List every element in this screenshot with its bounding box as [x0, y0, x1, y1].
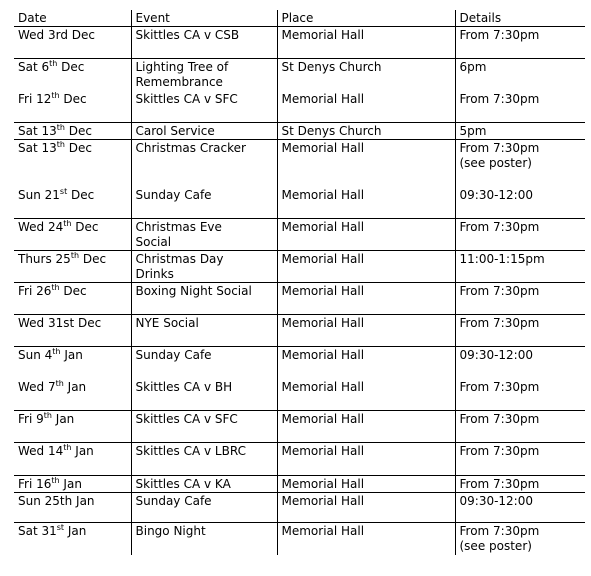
- date-month: Dec: [59, 91, 87, 106]
- details-text: 5pm: [459, 124, 487, 138]
- details-text-line2: (see poster): [459, 156, 532, 170]
- date-suffix: th: [51, 90, 60, 100]
- details-text: From 7:30pm: [459, 444, 540, 458]
- details-text: From 7:30pm: [459, 91, 540, 106]
- date-text: Wed 31st Dec: [18, 316, 102, 330]
- date-month: Jan: [51, 412, 75, 426]
- details-cell: [455, 411, 585, 443]
- date-cell: [14, 123, 131, 140]
- details-text: 11:00-1:15pm: [459, 252, 545, 266]
- date-cell: [14, 59, 131, 91]
- date-suffix: th: [51, 283, 60, 292]
- table-row: [14, 523, 585, 555]
- details-text: 09:30-12:00: [459, 348, 533, 362]
- place-text: Memorial Hall: [281, 379, 365, 394]
- event-text: Bingo Night: [135, 524, 206, 538]
- events-table: [14, 10, 585, 555]
- header-place: Place: [277, 10, 455, 27]
- date-cell: [14, 219, 131, 251]
- place-cell: [277, 59, 455, 91]
- event-cell: [131, 251, 277, 283]
- place-cell: [277, 443, 455, 476]
- details-text: From 7:30pm: [459, 28, 540, 42]
- event-text-line2: Drinks: [135, 267, 174, 281]
- event-text: Skittles CA v SFC: [135, 91, 238, 106]
- event-text: NYE Social: [135, 316, 199, 330]
- date-month: Dec: [64, 141, 93, 155]
- table-row: [14, 443, 585, 476]
- place-text: Memorial Hall: [281, 141, 365, 155]
- date-month: Jan: [59, 477, 82, 491]
- date-month: Jan: [63, 379, 87, 394]
- date-cell: [14, 91, 131, 123]
- table-row: [14, 219, 585, 251]
- details-cell: [455, 493, 585, 523]
- event-cell: [131, 523, 277, 555]
- details-cell: [455, 379, 585, 411]
- table-row: [14, 411, 585, 443]
- place-cell: [277, 219, 455, 251]
- date-suffix: th: [43, 411, 52, 420]
- table-row: [14, 123, 585, 140]
- header-row: [14, 10, 585, 27]
- place-text: Memorial Hall: [281, 348, 365, 362]
- event-text: Christmas Day: [135, 252, 224, 266]
- date-text: Fri 9: [18, 412, 44, 426]
- date-cell: [14, 140, 131, 187]
- date-month: Dec: [67, 187, 95, 202]
- event-cell: [131, 123, 277, 140]
- header-details: Details: [455, 10, 585, 27]
- event-cell: [131, 59, 277, 91]
- date-month: Dec: [79, 252, 107, 266]
- details-cell: [455, 315, 585, 347]
- date-suffix: th: [51, 476, 60, 485]
- details-text: 09:30-12:00: [459, 494, 533, 508]
- date-cell: [14, 187, 131, 219]
- date-text: Wed 7: [18, 379, 56, 394]
- details-cell: [455, 251, 585, 283]
- details-text-line2: (see poster): [459, 539, 532, 553]
- table-row: [14, 379, 585, 411]
- event-cell: [131, 347, 277, 379]
- table-row: [14, 140, 585, 187]
- date-text: Wed 24: [18, 220, 64, 234]
- date-text: Sat 31: [18, 524, 57, 538]
- event-cell: [131, 443, 277, 476]
- date-month: Dec: [64, 124, 93, 138]
- date-month: Dec: [71, 220, 99, 234]
- date-suffix: th: [55, 378, 64, 388]
- place-text: Memorial Hall: [281, 28, 365, 42]
- place-cell: [277, 493, 455, 523]
- details-cell: [455, 91, 585, 123]
- date-text: Thurs 25: [18, 252, 71, 266]
- place-text: Memorial Hall: [281, 187, 365, 202]
- date-cell: [14, 411, 131, 443]
- table-row: [14, 187, 585, 219]
- place-text: Memorial Hall: [281, 444, 365, 458]
- place-cell: [277, 140, 455, 187]
- place-text: Memorial Hall: [281, 412, 365, 426]
- date-text: Wed 14: [18, 444, 64, 458]
- place-cell: [277, 476, 455, 493]
- table-row: [14, 91, 585, 123]
- details-text: 09:30-12:00: [459, 187, 533, 202]
- details-cell: [455, 123, 585, 140]
- details-text: From 7:30pm: [459, 412, 540, 426]
- place-cell: [277, 91, 455, 123]
- event-text: Skittles CA v CSB: [135, 28, 240, 42]
- place-text: Memorial Hall: [281, 91, 365, 106]
- details-cell: [455, 27, 585, 59]
- date-text: Fri 12: [18, 91, 52, 106]
- date-cell: [14, 27, 131, 59]
- details-cell: [455, 219, 585, 251]
- event-cell: [131, 219, 277, 251]
- details-text: From 7:30pm: [459, 477, 540, 491]
- event-cell: [131, 283, 277, 315]
- date-text: Sat 13: [18, 141, 57, 155]
- date-cell: [14, 283, 131, 315]
- event-text-line2: Remembrance: [135, 75, 223, 89]
- details-text: From 7:30pm: [459, 379, 540, 394]
- date-month: Dec: [57, 60, 85, 74]
- details-cell: [455, 347, 585, 379]
- date-text: Sun 4: [18, 348, 53, 362]
- event-cell: [131, 379, 277, 411]
- event-cell: [131, 493, 277, 523]
- event-cell: [131, 91, 277, 123]
- event-text: Skittles CA v LBRC: [135, 444, 246, 458]
- place-text: Memorial Hall: [281, 284, 365, 298]
- event-text: Sunday Cafe: [135, 348, 212, 362]
- details-cell: [455, 283, 585, 315]
- date-suffix: th: [52, 347, 61, 356]
- date-month: Jan: [60, 348, 83, 362]
- event-text: Christmas Cracker: [135, 141, 246, 155]
- details-cell: [455, 59, 585, 91]
- place-text: St Denys Church: [281, 124, 382, 138]
- place-cell: [277, 379, 455, 411]
- event-cell: [131, 476, 277, 493]
- date-cell: [14, 476, 131, 493]
- place-cell: [277, 27, 455, 59]
- date-suffix: st: [59, 186, 68, 196]
- date-text: Sun 25th Jan: [18, 494, 95, 508]
- place-cell: [277, 347, 455, 379]
- event-text: Skittles CA v SFC: [135, 412, 238, 426]
- place-cell: [277, 187, 455, 219]
- date-text: Sat 6: [18, 60, 50, 74]
- place-text: Memorial Hall: [281, 494, 365, 508]
- date-month: Jan: [71, 444, 94, 458]
- date-suffix: th: [63, 219, 72, 228]
- date-suffix: st: [56, 523, 65, 532]
- details-cell: [455, 187, 585, 219]
- place-cell: [277, 315, 455, 347]
- details-text: 6pm: [459, 60, 487, 74]
- details-text: From 7:30pm: [459, 316, 540, 330]
- event-text: Sunday Cafe: [135, 494, 212, 508]
- date-cell: [14, 315, 131, 347]
- table-row: [14, 476, 585, 493]
- place-cell: [277, 283, 455, 315]
- details-cell: [455, 443, 585, 476]
- date-suffix: th: [56, 140, 65, 149]
- place-cell: [277, 411, 455, 443]
- date-text: Wed 3rd Dec: [18, 28, 95, 42]
- event-cell: [131, 27, 277, 59]
- place-text: Memorial Hall: [281, 316, 365, 330]
- event-cell: [131, 411, 277, 443]
- event-text: Skittles CA v KA: [135, 477, 231, 491]
- event-text-line2: Social: [135, 235, 172, 249]
- table-row: [14, 27, 585, 59]
- date-text: Sat 13: [18, 124, 57, 138]
- place-cell: [277, 523, 455, 555]
- place-cell: [277, 123, 455, 140]
- date-text: Fri 16: [18, 477, 52, 491]
- details-cell: [455, 140, 585, 187]
- event-text: Lighting Tree of: [135, 60, 229, 74]
- date-cell: [14, 251, 131, 283]
- date-text: Fri 26: [18, 284, 52, 298]
- date-suffix: th: [63, 443, 72, 452]
- details-text: From 7:30pm: [459, 141, 540, 155]
- event-cell: [131, 315, 277, 347]
- date-suffix: th: [49, 59, 58, 68]
- header-date: Date: [14, 10, 131, 27]
- date-cell: [14, 493, 131, 523]
- event-text: Skittles CA v BH: [135, 379, 233, 394]
- table-row: [14, 493, 585, 523]
- details-text: From 7:30pm: [459, 284, 540, 298]
- event-text: Carol Service: [135, 124, 215, 138]
- date-suffix: th: [70, 251, 80, 260]
- place-text: Memorial Hall: [281, 252, 365, 266]
- event-cell: [131, 187, 277, 219]
- event-text: Sunday Cafe: [135, 187, 212, 202]
- date-cell: [14, 379, 131, 411]
- date-cell: [14, 347, 131, 379]
- date-suffix: th: [56, 123, 65, 132]
- event-text: Boxing Night Social: [135, 284, 252, 298]
- place-cell: [277, 251, 455, 283]
- header-event: Event: [131, 10, 277, 27]
- place-text: Memorial Hall: [281, 220, 365, 234]
- date-month: Dec: [59, 284, 87, 298]
- event-text: Christmas Eve: [135, 220, 222, 234]
- date-cell: [14, 443, 131, 476]
- table-row: [14, 59, 585, 91]
- table-row: [14, 251, 585, 283]
- details-cell: [455, 523, 585, 555]
- date-cell: [14, 523, 131, 555]
- table-row: [14, 347, 585, 379]
- event-cell: [131, 140, 277, 187]
- date-text: Sun 21: [18, 187, 60, 202]
- table-row: [14, 283, 585, 315]
- place-text: St Denys Church: [281, 60, 382, 74]
- place-text: Memorial Hall: [281, 524, 365, 538]
- date-month: Jan: [64, 524, 87, 538]
- table-row: [14, 315, 585, 347]
- details-text: From 7:30pm: [459, 524, 540, 538]
- place-text: Memorial Hall: [281, 477, 365, 491]
- details-text: From 7:30pm: [459, 220, 540, 234]
- details-cell: [455, 476, 585, 493]
